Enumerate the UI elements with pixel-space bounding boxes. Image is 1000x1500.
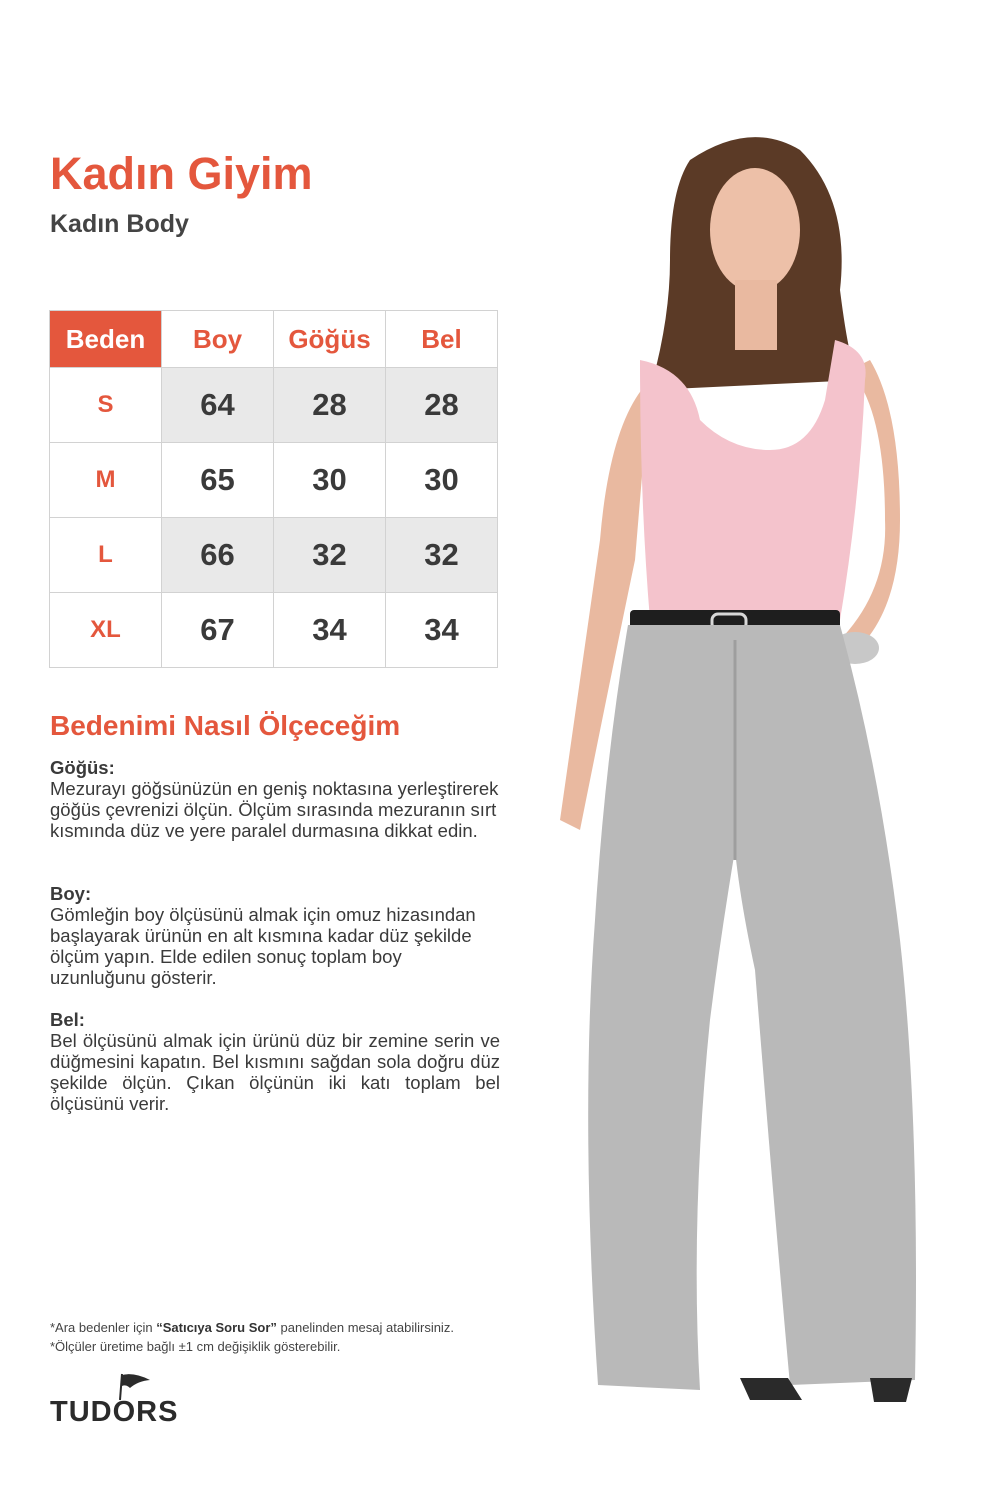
size-cell: S xyxy=(50,368,162,443)
footnotes xyxy=(50,1318,454,1356)
brand-name: TUDORS xyxy=(50,1396,179,1428)
footnote-highlight: “Satıcıya Soru Sor” xyxy=(156,1320,277,1335)
size-cell: L xyxy=(50,518,162,593)
footnote-text: *Ara bedenler için xyxy=(50,1320,157,1335)
footnote-1 xyxy=(50,1318,454,1337)
value-cell: 30 xyxy=(274,443,386,518)
section-heading: Göğüs: xyxy=(50,757,115,778)
howto-section-gogus xyxy=(50,757,500,841)
value-cell: 28 xyxy=(274,368,386,443)
table-row xyxy=(50,518,498,593)
howto-section-bel xyxy=(50,1009,500,1114)
size-cell: M xyxy=(50,443,162,518)
section-heading: Boy: xyxy=(50,883,92,904)
header-gogus: Göğüs xyxy=(274,311,386,368)
neck-shape xyxy=(735,280,777,350)
page-title: Kadın Giyim xyxy=(50,148,313,199)
value-cell: 28 xyxy=(386,368,498,443)
section-text: Gömleğin boy ölçüsünü almak için omuz hizasından başlayarak ürünün en alt kısmına kadar düz şekilde ölçüm yapın. Elde edilen sonuç toplam boy uzunluğunu gösterir. xyxy=(50,904,476,988)
pants-shape xyxy=(588,625,916,1390)
value-cell: 32 xyxy=(386,518,498,593)
brand-logo xyxy=(50,1370,190,1430)
value-cell: 67 xyxy=(162,593,274,668)
header-bel: Bel xyxy=(386,311,498,368)
size-cell: XL xyxy=(50,593,162,668)
howto-title: Bedenimi Nasıl Ölçeceğim xyxy=(50,710,401,741)
size-chart-table xyxy=(49,310,498,668)
section-text: Mezurayı göğsünüzün en geniş noktasına yerleştirerek göğüs çevrenizi ölçün. Ölçüm sırasında mezuranın sırt kısmında düz ve yere paralel durmasına dikkat edin. xyxy=(50,778,499,841)
value-cell: 30 xyxy=(386,443,498,518)
header-boy: Boy xyxy=(162,311,274,368)
section-heading: Bel: xyxy=(50,1009,85,1030)
table-row xyxy=(50,368,498,443)
model-photo xyxy=(540,120,960,1420)
value-cell: 66 xyxy=(162,518,274,593)
footnote-2: *Ölçüler üretime bağlı ±1 cm değişiklik gösterebilir. xyxy=(50,1339,341,1354)
value-cell: 32 xyxy=(274,518,386,593)
value-cell: 65 xyxy=(162,443,274,518)
footnote-text: panelinden mesaj atabilirsiniz. xyxy=(276,1320,454,1335)
table-row xyxy=(50,593,498,668)
right-shoe-shape xyxy=(870,1378,912,1402)
value-cell: 34 xyxy=(274,593,386,668)
value-cell: 64 xyxy=(162,368,274,443)
value-cell: 34 xyxy=(386,593,498,668)
header-beden: Beden xyxy=(50,311,162,368)
page-subtitle: Kadın Body xyxy=(50,210,189,238)
howto-section-boy xyxy=(50,883,500,988)
face-shape xyxy=(710,168,800,292)
section-text: Bel ölçüsünü almak için ürünü düz bir zemine serin ve düğmesini kapatın. Bel kısmını sağdan sola doğru düz şekilde ölçün. Çıkan ölçünün iki katı toplam bel ölçüsünü verir. xyxy=(50,1030,500,1114)
table-row xyxy=(50,443,498,518)
table-header-row xyxy=(50,311,498,368)
